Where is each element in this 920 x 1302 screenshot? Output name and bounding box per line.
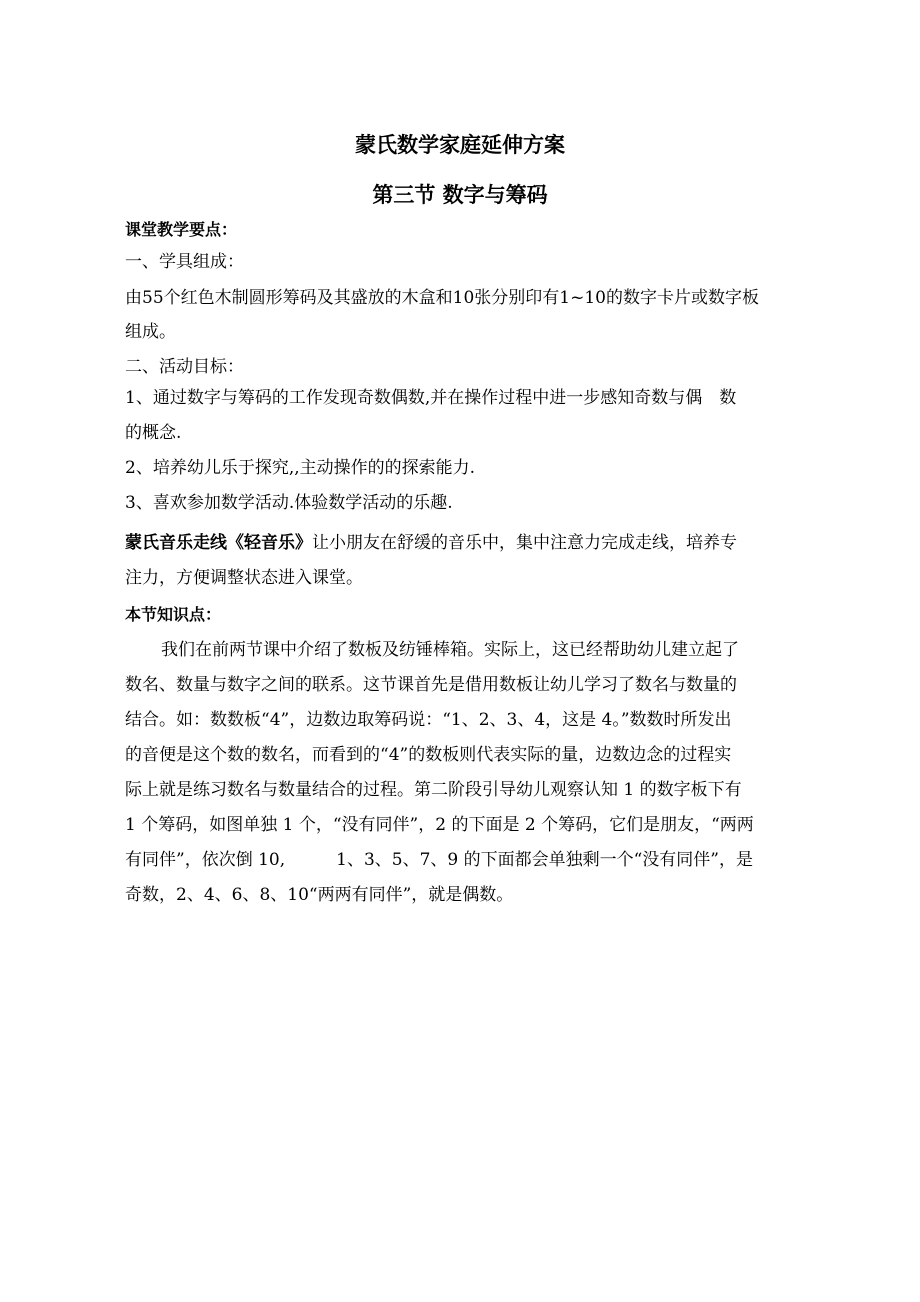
document-title: 蒙氏数学家庭延伸方案 (355, 133, 565, 157)
materials-line-1: 由55个红色木制圆形筹码及其盛放的木盒和10张分别印有1~10的数字卡片或数字板 (125, 288, 759, 308)
knowledge-line-7: 有同伴”，依次倒 10, 1、3、5、7、9 的下面都会单独剩一个“没有同伴”，是 (125, 850, 753, 870)
knowledge-heading: 本节知识点： (125, 605, 222, 624)
knowledge-line-3: 结合。如：数数板“4”，边数边取筹码说：“1、2、3、4，这是 4。”数数时所发出 (125, 710, 732, 730)
materials-line-2: 组成。 (125, 322, 176, 342)
goal-2: 2、培养幼儿乐于探究,,主动操作的的探索能力. (125, 458, 476, 478)
goal-3: 3、喜欢参加数学活动.体验数学活动的乐趣. (125, 493, 453, 513)
goal-1-line-2: 的概念. (125, 423, 182, 443)
knowledge-line-6: 1 个筹码，如图单独 1 个，“没有同伴”，2 的下面是 2 个筹码，它们是朋友，“两两 (125, 815, 754, 835)
teaching-points-heading: 课堂教学要点： (125, 220, 238, 239)
knowledge-line-5: 际上就是练习数名与数量结合的过程。第二阶段引导幼儿观察认知 1 的数字板下有 (125, 780, 742, 800)
section-title: 第三节 数字与筹码 (372, 183, 548, 207)
music-title: 蒙氏音乐走线《轻音乐》 (125, 533, 312, 553)
knowledge-line-2: 数名、数量与数字之间的联系。这节课首先是借用数板让幼儿学习了数名与数量的 (125, 675, 737, 695)
knowledge-line-4: 的音便是这个数的数名，而看到的“4”的数板则代表实际的量，边数边念的过程实 (125, 745, 732, 765)
knowledge-line-8: 奇数，2、4、6、8、10“两两有同伴”，就是偶数。 (125, 885, 514, 905)
knowledge-line-1: 我们在前两节课中介绍了数板及纺锤棒箱。实际上，这已经帮助幼儿建立起了 (161, 640, 739, 660)
music-description: 让小朋友在舒缓的音乐中，集中注意力完成走线，培养专 (312, 533, 737, 553)
music-line-1 (125, 531, 797, 555)
materials-heading: 一、学具组成： (125, 252, 244, 272)
goal-1-line-1: 1、通过数字与筹码的工作发现奇数偶数,并在操作过程中进一步感知奇数与偶 数 (125, 388, 737, 408)
goals-heading: 二、活动目标： (125, 357, 244, 377)
music-line-2: 注力，方便调整状态进入课堂。 (125, 568, 363, 588)
